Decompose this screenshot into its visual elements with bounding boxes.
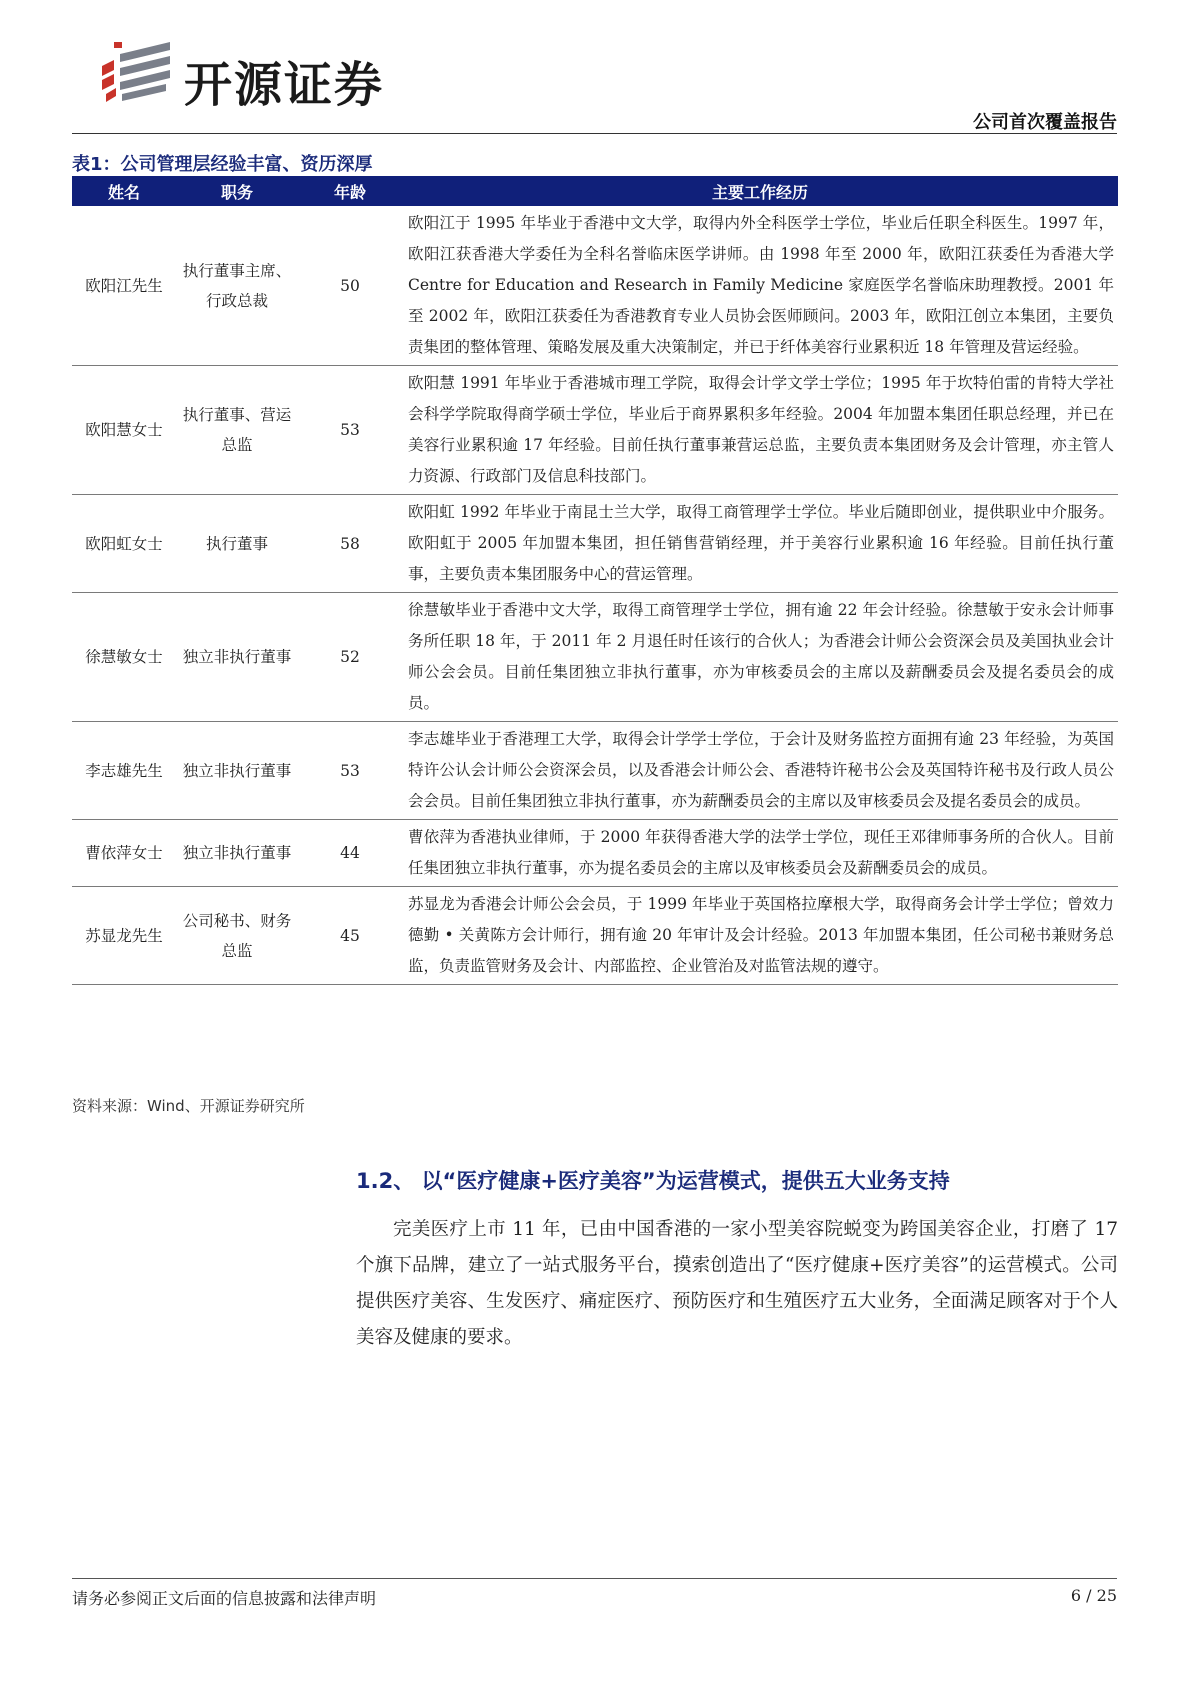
cell-name: 欧阳慧女士 [72, 366, 176, 495]
table-row [72, 820, 1118, 887]
cell-experience: 徐慧敏毕业于香港中文大学，取得工商管理学士学位，拥有逾 22 年会计经验。徐慧敏于安永会计师事务所任职 18 年，于 2011 年 2 月退任时任该行的合伙人；为香港会计师公会资深会员及美国执业会计师公会会员。目前任集团独立非执行董事，亦为审核委员会的主席以及薪酬委员会及提名委员会的成员。 [402, 593, 1118, 722]
brand-name: 开源证券 [184, 57, 385, 113]
header-divider [72, 133, 1117, 134]
table-row [72, 366, 1118, 495]
cell-position: 独立非执行董事 [176, 722, 298, 820]
cell-age: 50 [298, 206, 402, 366]
cell-age: 58 [298, 495, 402, 593]
table-row [72, 722, 1118, 820]
cell-experience: 欧阳慧 1991 年毕业于香港城市理工学院，取得会计学文学士学位；1995 年于坎特伯雷的肯特大学社会科学学院取得商学硕士学位，毕业后于商界累积多年经验。2004 年加盟本集团任职总经理，并已在美容行业累积逾 17 年经验。目前任执行董事兼营运总监，主要负责本集团财务及会计管理，亦主管人力资源、行政部门及信息科技部门。 [402, 366, 1118, 495]
cell-position: 独立非执行董事 [176, 820, 298, 887]
header-position: 职务 [176, 176, 298, 206]
management-table [72, 176, 1118, 985]
cell-age: 53 [298, 722, 402, 820]
header-age: 年龄 [298, 176, 402, 206]
table-source: 资料来源：Wind、开源证券研究所 [72, 1097, 305, 1115]
cell-position: 公司秘书、财务 总监 [176, 887, 298, 985]
cell-age: 52 [298, 593, 402, 722]
cell-age: 44 [298, 820, 402, 887]
section-paragraph: 完美医疗上市 11 年，已由中国香港的一家小型美容院蜕变为跨国美容企业，打磨了 17 个旗下品牌，建立了一站式服务平台，摸索创造出了“医疗健康+医疗美容”的运营模式。公司提供医疗美容、生发医疗、痛症医疗、预防医疗和生殖医疗五大业务，全面满足顾客对于个人美容及健康的要求。 [356, 1219, 1118, 1348]
section-title: 1.2、 以“医疗健康+医疗美容”为运营模式，提供五大业务支持 [356, 1169, 950, 1193]
report-type: 公司首次覆盖报告 [973, 112, 1117, 133]
header-name: 姓名 [72, 176, 176, 206]
table-row [72, 887, 1118, 985]
cell-name: 欧阳虹女士 [72, 495, 176, 593]
cell-age: 45 [298, 887, 402, 985]
brand-mark-icon [100, 40, 174, 102]
cell-name: 欧阳江先生 [72, 206, 176, 366]
table-row [72, 593, 1118, 722]
footer-disclaimer: 请务必参阅正文后面的信息披露和法律声明 [72, 1589, 377, 1608]
cell-position: 独立非执行董事 [176, 593, 298, 722]
cell-position: 执行董事、营运 总监 [176, 366, 298, 495]
cell-position: 执行董事主席、 行政总裁 [176, 206, 298, 366]
cell-experience: 欧阳江于 1995 年毕业于香港中文大学，取得内外全科医学士学位，毕业后任职全科医生。1997 年，欧阳江获香港大学委任为全科名誉临床医学讲师。由 1998 年至 2000 年，欧阳江获委任为香港大学 Centre for Education and Research in Family Medicine 家庭医学名誉临床助理教授。2001 年至 2002 年，欧阳江获委任为香港教育专业人员协会医师顾问。2003 年，欧阳江创立本集团，主要负责集团的整体管理、策略发展及重大决策制定，并已于纤体美容行业累积近 18 年管理及营运经验。 [402, 206, 1118, 366]
cell-name: 曹依萍女士 [72, 820, 176, 887]
brand-logo [100, 40, 420, 113]
table-header-row [72, 176, 1118, 206]
cell-experience: 曹依萍为香港执业律师，于 2000 年获得香港大学的法学士学位，现任王邓律师事务所的合伙人。目前任集团独立非执行董事，亦为提名委员会的主席以及审核委员会及薪酬委员会的成员。 [402, 820, 1118, 887]
cell-name: 李志雄先生 [72, 722, 176, 820]
header-experience: 主要工作经历 [402, 176, 1118, 206]
cell-experience: 李志雄毕业于香港理工大学，取得会计学学士学位，于会计及财务监控方面拥有逾 23 年经验，为英国特许公认会计师公会资深会员，以及香港会计师公会、香港特许秘书公会及英国特许秘书及行政人员公会会员。目前任集团独立非执行董事，亦为薪酬委员会的主席以及审核委员会及提名委员会的成员。 [402, 722, 1118, 820]
footer-divider [72, 1578, 1117, 1579]
cell-name: 苏显龙先生 [72, 887, 176, 985]
cell-experience: 苏显龙为香港会计师公会会员，于 1999 年毕业于英国格拉摩根大学，取得商务会计学士学位；曾效力德勤 • 关黄陈方会计师行，拥有逾 20 年审计及会计经验。2013 年加盟本集团，任公司秘书兼财务总监，负责监管财务及会计、内部监控、企业管治及对监管法规的遵守。 [402, 887, 1118, 985]
cell-experience: 欧阳虹 1992 年毕业于南昆士兰大学，取得工商管理学士学位。毕业后随即创业，提供职业中介服务。欧阳虹于 2005 年加盟本集团，担任销售营销经理，并于美容行业累积逾 16 年经验。目前任执行董事，主要负责本集团服务中心的营运管理。 [402, 495, 1118, 593]
cell-age: 53 [298, 366, 402, 495]
cell-position: 执行董事 [176, 495, 298, 593]
cell-name: 徐慧敏女士 [72, 593, 176, 722]
table-row [72, 495, 1118, 593]
table-caption: 表1：公司管理层经验丰富、资历深厚 [72, 154, 373, 175]
table-row [72, 206, 1118, 366]
page-number: 6 / 25 [1070, 1586, 1117, 1605]
